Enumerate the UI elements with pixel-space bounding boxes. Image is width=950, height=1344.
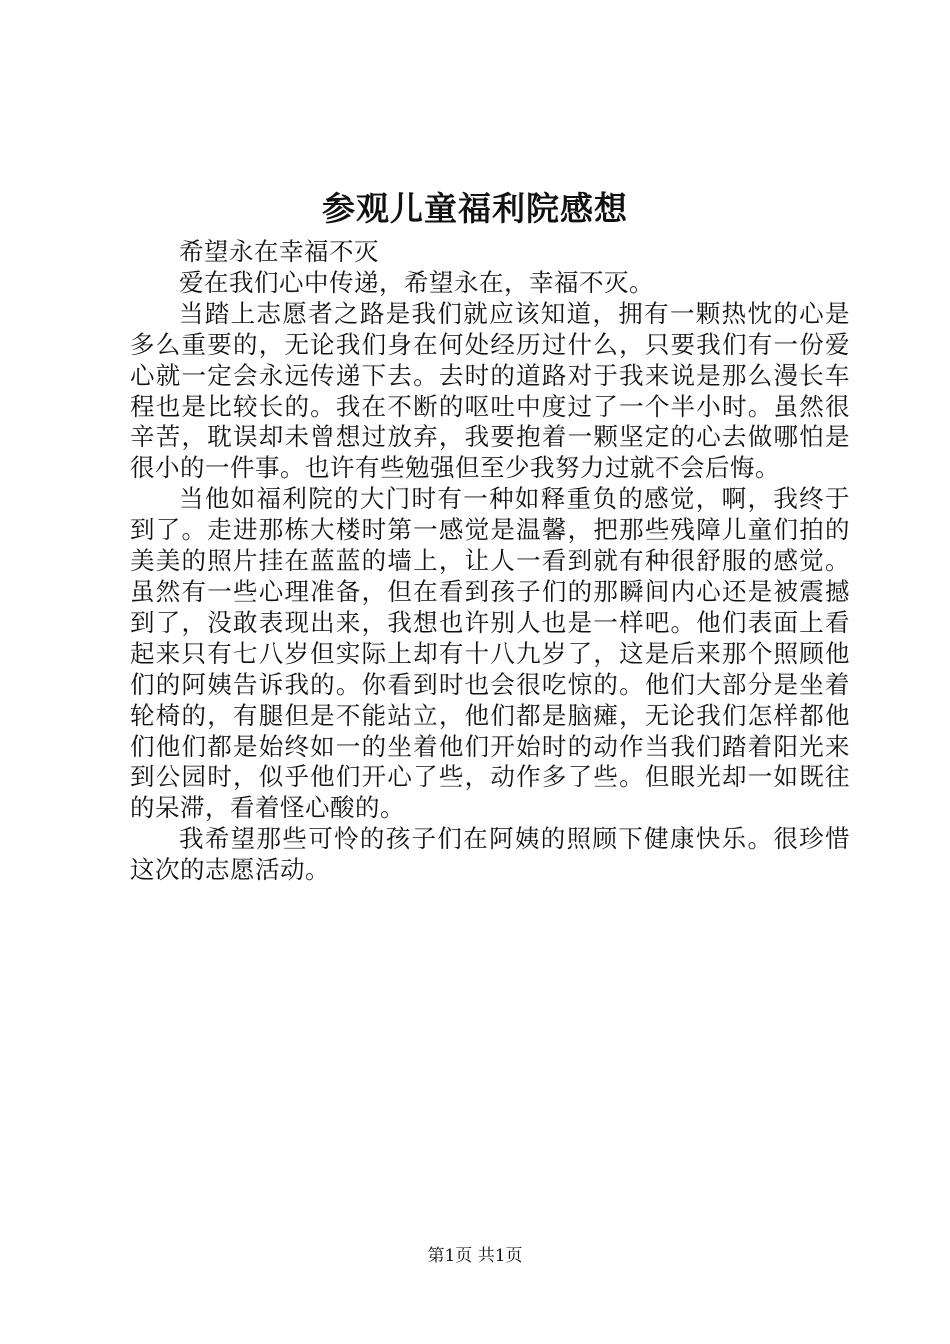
page-footer: 第1页 共1页 (427, 1246, 523, 1266)
paragraph-subtitle: 希望永在幸福不灭 (179, 237, 379, 266)
paragraph-journey: 当踏上志愿者之路是我们就应该知道，拥有一颗热忱的心是多么重要的，无论我们身在何处经历过什么，只要我们有一份爱心就一定会永远传递下去。去时的道路对于我来说是那么漫长车程也是比较长的。我在不断的呕吐中度过了一个半小时。虽然很辛苦，耽误却未曾想过放弃，我要抱着一颗坚定的心去做哪怕是很小的一件事。也许有些勉强但至少我努力过就不会后悔。 (130, 298, 850, 483)
document-body (130, 237, 850, 886)
paragraph-visit: 当他如福利院的大门时有一种如释重负的感觉，啊，我终于到了。走进那栋大楼时第一感觉是温馨，把那些残障儿童们拍的美美的照片挂在蓝蓝的墙上，让人一看到就有种很舒服的感觉。虽然有一些心理准备，但在看到孩子们的那瞬间内心还是被震撼到了，没敢表现出来，我想也许别人也是一样吧。他们表面上看起来只有七八岁但实际上却有十八九岁了，这是后来那个照顾他们的阿姨告诉我的。你看到时也会很吃惊的。他们大部分是坐着轮椅的，有腿但是不能站立，他们都是脑瘫，无论我们怎样都他们他们都是始终如一的坐着他们开始时的动作当我们踏着阳光来到公园时，似乎他们开心了些，动作多了些。但眼光却一如既往的呆滞，看着怪心酸的。 (130, 484, 850, 823)
paragraph-intro: 爱在我们心中传递，希望永在，幸福不灭。 (179, 267, 654, 297)
paragraph-closing: 我希望那些可怜的孩子们在阿姨的照顾下健康快乐。很珍惜这次的志愿活动。 (130, 824, 850, 885)
document-title: 参观儿童福利院感想 (322, 189, 628, 228)
